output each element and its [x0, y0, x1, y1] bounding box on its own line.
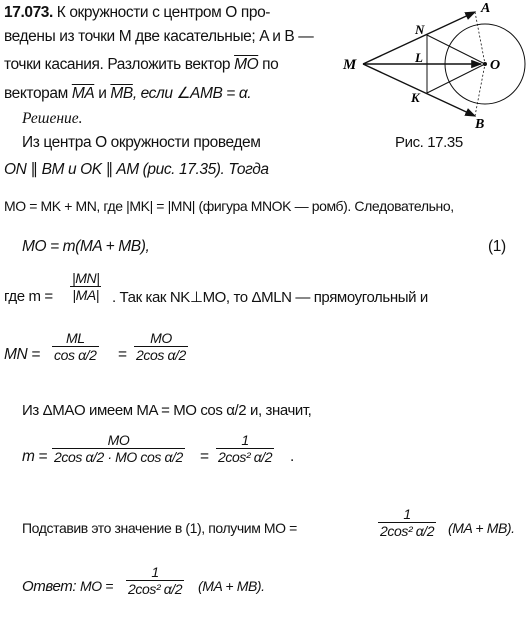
solution-p1-line2: ON ∥ BM и OK ∥ AM (рис. 17.35). Тогда	[4, 161, 269, 178]
answer-post: (MA + MB).	[198, 578, 265, 594]
figure-17-35	[335, 0, 531, 130]
label-k: K	[411, 90, 420, 105]
equation-4-equals: =	[118, 346, 127, 363]
equation-6-end: .	[290, 448, 294, 465]
equation-4-fraction-1: $\frac{ML}{\text{cos α/2}}$	[54, 330, 97, 363]
segment-ko	[427, 64, 485, 93]
equation-5: Из ΔMAO имеем MA = MO cos α/2 и, значит,	[22, 402, 312, 419]
equation-3-pre: где m =	[4, 288, 53, 305]
figure-caption: Рис. 17.35	[395, 134, 463, 151]
problem-line-4: векторам $\overline{MA}$ и $\overline{MB}$, если ∠AMB = α.	[4, 85, 252, 102]
equation-6-fraction-1: $\frac{MO}{\text{2cos α/2 · MO cos α/2}}$	[54, 432, 183, 465]
equation-4-lhs: MN =	[4, 346, 40, 363]
problem-number: 17.073.	[4, 4, 53, 21]
equation-7-fraction: $\frac{1}{\text{2cos² α/2}}$	[380, 506, 435, 539]
label-m: M	[343, 57, 357, 73]
equation-6-lhs: m =	[22, 448, 48, 465]
equation-3-fraction: $\frac{|MN|}{|MA|}$	[72, 270, 100, 303]
equation-7-pre: Подставив это значение в (1), получим MO =	[22, 520, 297, 536]
equation-1: MO = MK + MN, где |MK| = |MN| (фигура MNOK — ромб). Следовательно,	[4, 198, 454, 214]
answer-label: Ответ:	[22, 578, 77, 595]
label-a: A	[481, 1, 491, 16]
answer-fraction: $\frac{1}{\text{2cos² α/2}}$	[128, 564, 183, 597]
equation-3-post: . Так как NK⊥MO, то ΔMLN — прямоугольный и	[112, 289, 428, 306]
problem-line-3: точки касания. Разложить вектор $\overline{MO}$ по	[4, 56, 279, 73]
equation-4-fraction-2: $\frac{MO}{\text{2cos α/2}}$	[136, 330, 186, 363]
equation-6-fraction-2: $\frac{1}{\text{2cos² α/2}}$	[218, 432, 273, 465]
label-l: L	[415, 50, 423, 65]
problem-line-1: 17.073. К окружности с центром O про-	[4, 4, 271, 21]
label-n: N	[415, 22, 425, 37]
solution-p1-line1: Из центра O окружности проведем	[22, 134, 261, 151]
radius-oa	[475, 12, 485, 64]
segment-no	[427, 35, 485, 64]
solution-heading: Решение.	[22, 110, 83, 127]
equation-2: MO = m(MA + MB),	[22, 238, 150, 255]
equation-6-equals: =	[200, 448, 209, 465]
answer-lhs: MO =	[80, 578, 114, 594]
center-point	[483, 62, 487, 66]
radius-ob	[475, 64, 485, 116]
equation-7-post: (MA + MB).	[448, 520, 515, 536]
problem-line-2: ведены из точки M две касательные; A и B —	[4, 28, 314, 45]
equation-2-number: (1)	[488, 238, 506, 255]
label-b: B	[475, 117, 485, 130]
label-o: O	[490, 58, 501, 73]
